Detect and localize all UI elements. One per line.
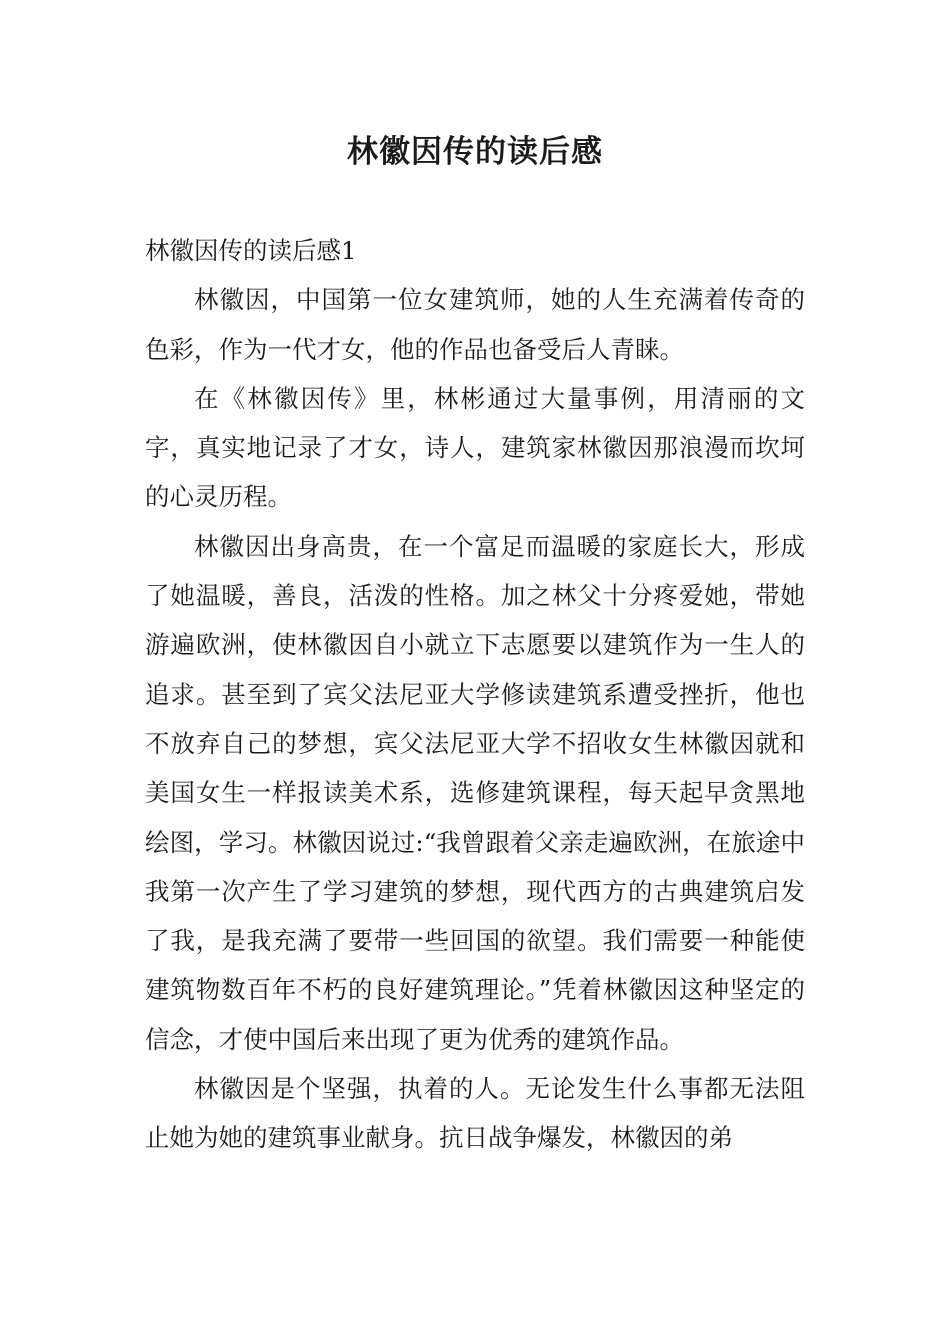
document-body <box>145 226 805 1163</box>
paragraph-4: 林徽因是个坚强，执着的人。无论发生什么事都无法阻止她为她的建筑事业献身。抗日战争爆发，林徽因的弟 <box>145 1074 805 1153</box>
paragraph-3: 林徽因出身高贵，在一个富足而温暖的家庭长大，形成了她温暖，善良，活泼的性格。加之林父十分疼爱她，带她游遍欧洲，使林徽因自小就立下志愿要以建筑作为一生人的追求。甚至到了宾父法尼亚大学修读建筑系遭受挫折，他也不放弃自己的梦想，宾父法尼亚大学不招收女生林徽因就和美国女生一样报读美术系，选修建筑课程，每天起早贪黑地绘图，学习。林徽因说过:“我曾跟着父亲走遍欧洲，在旅途中我第一次产生了学习建筑的梦想，现代西方的古典建筑启发了我，是我充满了要带一些回国的欲望。我们需要一种能使建筑物数百年不朽的良好建筑理论。”凭着林徽因这种坚定的信念，才使中国后来出现了更为优秀的建筑作品。 <box>145 531 805 1054</box>
section-heading: 林徽因传的读后感1 <box>145 236 357 265</box>
paragraph-2: 在《林徽因传》里，林彬通过大量事例，用清丽的文字，真实地记录了才女，诗人，建筑家林徽因那浪漫而坎坷的心灵历程。 <box>145 383 805 512</box>
paragraph-1: 林徽因，中国第一位女建筑师，她的人生充满着传奇的色彩，作为一代才女，他的作品也备受后人青睐。 <box>145 285 805 364</box>
document-title: 林徽因传的读后感 <box>347 134 603 170</box>
